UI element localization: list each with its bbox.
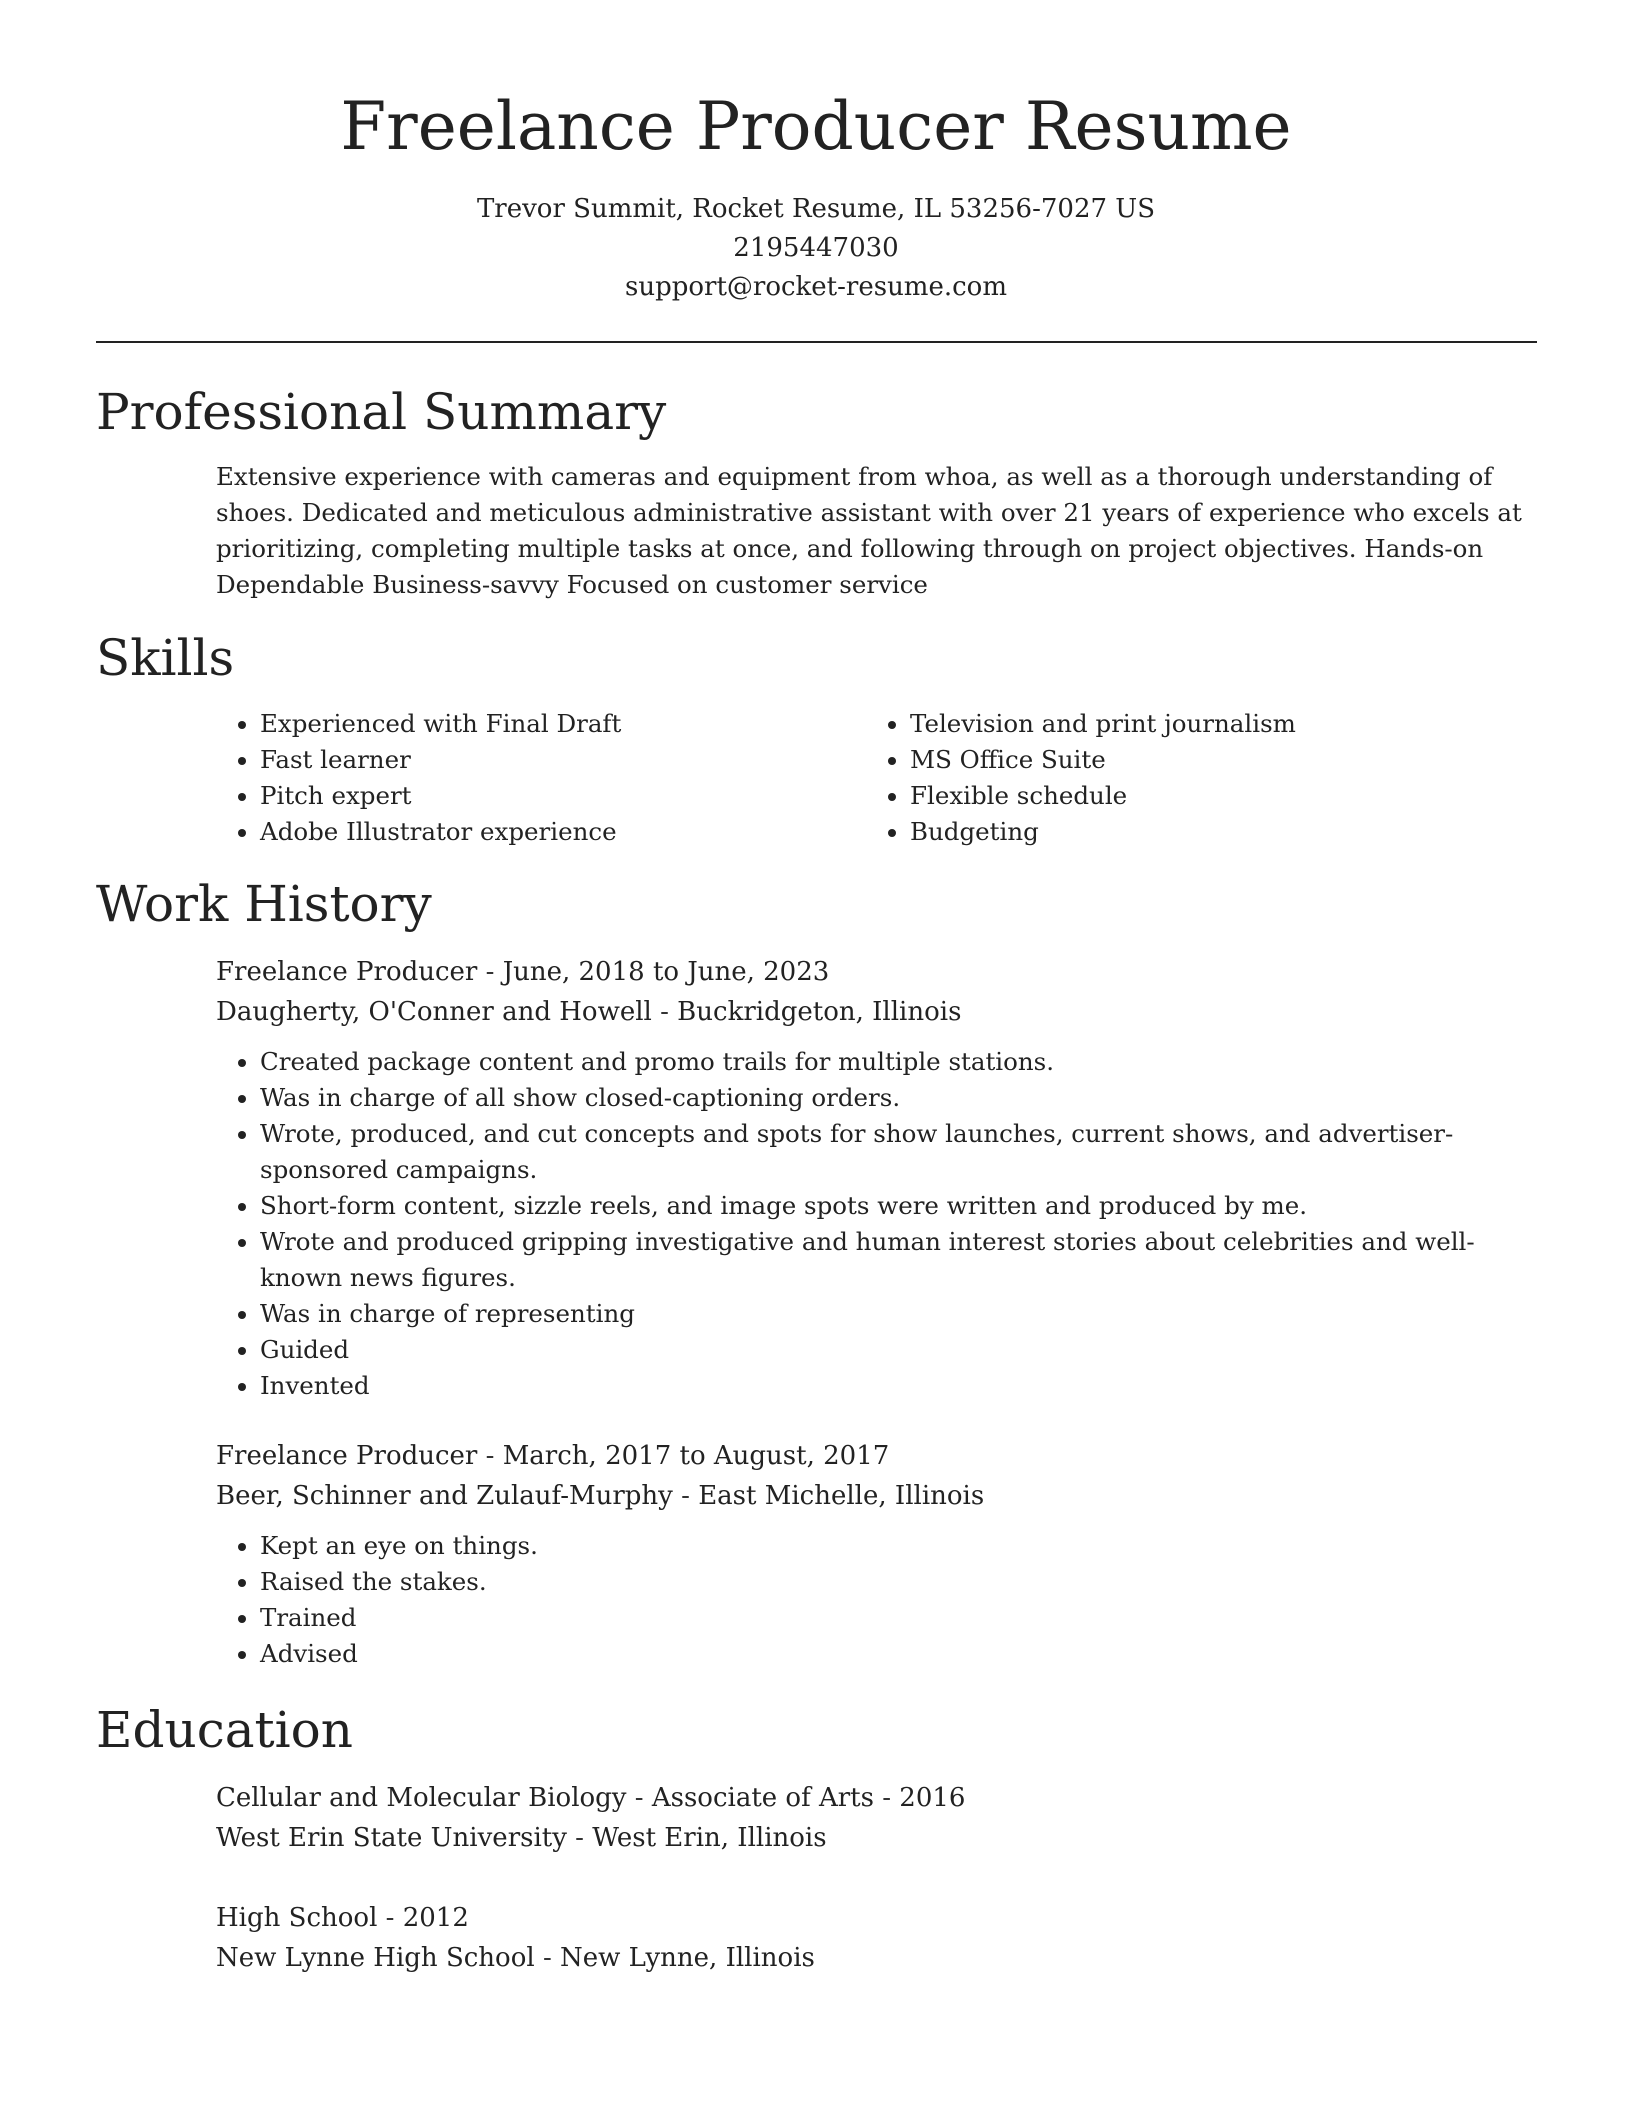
job-bullet: • Guided (260, 1332, 1546, 1368)
resume-header (0, 0, 1632, 307)
contact-phone: 2195447030 (733, 233, 899, 263)
education-field: Cellular and Molecular Biology (216, 1783, 627, 1813)
job-bullet: • Short-form content, sizzle reels, and image spots were written and produced by me. (260, 1188, 1546, 1224)
contact-block (0, 190, 1632, 307)
skill-item: • Budgeting (910, 814, 1516, 850)
skills-heading: Skills (96, 629, 235, 687)
education-location: West Erin, Illinois (592, 1823, 827, 1853)
job-entry (216, 952, 1546, 1404)
education-location: New Lynne, Illinois (560, 1943, 815, 1973)
job-location: East Michelle, Illinois (698, 1481, 985, 1511)
work-history-heading: Work History (96, 875, 432, 933)
job-dates: June, 2018 to June, 2023 (502, 957, 830, 987)
education-degree: Associate of Arts (651, 1783, 874, 1813)
summary-text: Extensive experience with cameras and equipment from whoa, as well as a thorough understanding of shoes. Dedicated and meticulous administrative assistant with over 21 years of experience who excels at prioritizing, completing multiple tasks at once, and following through on project objectives. Hands-on Dependable Business-savvy Focused on customer service (216, 462, 1522, 599)
separator: - (534, 1943, 561, 1973)
job-bullet: • Was in charge of all show closed-captioning orders. (260, 1080, 1546, 1116)
education-field: High School (216, 1903, 378, 1933)
education-school-line (216, 1818, 1546, 1858)
skills-grid (216, 706, 1546, 850)
job-bullet: • Trained (260, 1600, 1546, 1636)
job-bullet: • Wrote and produced gripping investigative and human interest stories about celebrities and well-known news figures. (260, 1224, 1546, 1296)
job-bullets (216, 1044, 1546, 1404)
separator: - (477, 1441, 503, 1471)
separator: - (377, 1903, 403, 1933)
job-bullet: • Invented (260, 1368, 1546, 1404)
job-dates: March, 2017 to August, 2017 (502, 1441, 890, 1471)
separator: - (626, 1783, 652, 1813)
job-company-line (216, 1476, 1546, 1516)
summary-heading: Professional Summary (96, 383, 667, 441)
resume-title: Freelance Producer Resume (340, 88, 1292, 165)
job-bullets (216, 1528, 1546, 1672)
job-bullet: • Advised (260, 1636, 1546, 1672)
education-entry (216, 1778, 1546, 1858)
skill-item: • Television and print journalism (910, 706, 1516, 742)
education-year: 2016 (899, 1783, 966, 1813)
job-title-line (216, 952, 1546, 992)
summary-section (216, 459, 1536, 603)
skill-item: • Fast learner (260, 742, 866, 778)
job-title: Freelance Producer (216, 957, 478, 987)
education-school: New Lynne High School (216, 1943, 535, 1973)
education-degree-line (216, 1898, 1546, 1938)
skill-item: • Adobe Illustrator experience (260, 814, 866, 850)
separator: - (566, 1823, 593, 1853)
job-bullet: • Kept an eye on things. (260, 1528, 1546, 1564)
job-company: Beer, Schinner and Zulauf-Murphy (216, 1481, 673, 1511)
separator: - (672, 1481, 699, 1511)
education-heading: Education (96, 1701, 353, 1759)
job-company: Daugherty, O'Conner and Howell (216, 997, 652, 1027)
job-title: Freelance Producer (216, 1441, 478, 1471)
separator: - (477, 957, 503, 987)
education-degree-line (216, 1778, 1546, 1818)
education-year: 2012 (402, 1903, 469, 1933)
job-bullet: • Created package content and promo trails for multiple stations. (260, 1044, 1546, 1080)
skill-item: • MS Office Suite (910, 742, 1516, 778)
skills-section (216, 706, 1546, 850)
header-divider (96, 341, 1537, 343)
job-entry (216, 1436, 1546, 1672)
skill-item: • Pitch expert (260, 778, 866, 814)
job-bullet: • Raised the stakes. (260, 1564, 1546, 1600)
job-location: Buckridgeton, Illinois (677, 997, 962, 1027)
skill-item: • Flexible schedule (910, 778, 1516, 814)
contact-email: support@rocket-resume.com (624, 272, 1007, 302)
skills-column-right (866, 706, 1516, 850)
job-title-line (216, 1436, 1546, 1476)
education-school-line (216, 1938, 1546, 1978)
separator: - (651, 997, 678, 1027)
job-bullet: • Was in charge of representing (260, 1296, 1546, 1332)
job-bullet: • Wrote, produced, and cut concepts and spots for show launches, current shows, and advertiser-sponsored campaigns. (260, 1116, 1546, 1188)
education-school: West Erin State University (216, 1823, 567, 1853)
separator: - (873, 1783, 900, 1813)
contact-address: Trevor Summit, Rocket Resume, IL 53256-7027 US (476, 194, 1156, 224)
skills-column-left (216, 706, 866, 850)
skill-item: • Experienced with Final Draft (260, 706, 866, 742)
job-company-line (216, 992, 1546, 1032)
education-entry (216, 1898, 1546, 1978)
